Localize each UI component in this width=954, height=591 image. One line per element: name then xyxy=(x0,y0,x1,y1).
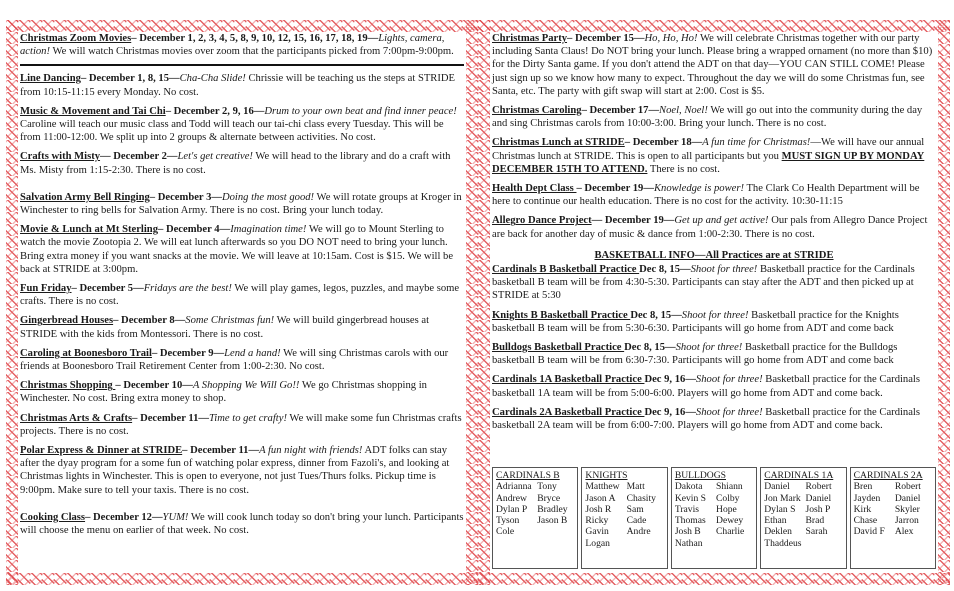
event-title: Crafts with Misty xyxy=(20,151,101,163)
candy-cane-border-right xyxy=(938,20,950,585)
event-title: Christmas Shopping xyxy=(20,380,116,392)
event-item xyxy=(20,223,464,276)
event-tagline: Time to get crafty! xyxy=(209,412,287,424)
roster-player-name: Colby xyxy=(716,492,740,504)
event-date: December 19— xyxy=(604,215,675,227)
event-description: The Clark Co Health Department will be here to continue our health education. There is no cost for the activity. 10:30-11:15 xyxy=(492,183,920,208)
event-item xyxy=(492,309,936,335)
roster-player-name xyxy=(537,526,574,537)
event-date: Dec 9, 16— xyxy=(644,374,696,386)
roster-player-name: Josh B xyxy=(674,526,701,538)
event-tagline: Drum to your own beat and find inner peace! xyxy=(264,105,457,117)
roster-player-name: Travis xyxy=(674,503,699,515)
team-rosters xyxy=(492,467,936,569)
event-date: December 10— xyxy=(123,380,193,392)
roster-box xyxy=(671,467,757,569)
event-signup-notice: MUST SIGN UP BY MONDAY DECEMBER 15TH TO ATTEND. xyxy=(492,150,925,175)
roster-player-name xyxy=(716,538,753,549)
roster-player-name: Shiann xyxy=(716,481,743,493)
event-tagline: Knowledge is power! xyxy=(653,183,744,195)
event-tagline: Shoot for three! xyxy=(690,264,758,276)
roster-player-name: Tyson xyxy=(496,515,520,527)
event-description: Basketball practice for the Knights basketball B team will be from 5:30-6:30. Participants will go home from ADT and come back xyxy=(492,309,899,334)
event-date: December 2— xyxy=(113,151,178,163)
event-title: Allegro Dance Project xyxy=(492,215,592,227)
roster-player-name: Kirk xyxy=(853,503,872,515)
roster-player-name: Adrianna xyxy=(496,481,532,493)
roster-team-name: BULLDOGS xyxy=(674,470,726,481)
event-description: We will go to Mount Sterling to watch the movie Zootopia 2. We will eat lunch afterwards so you DO NOT need to bring your lunch. Bring extra money if you want snacks at the movie. We will leave at 10:15am. Cost is $15. We will be back at STRIDE at 3:00pm. xyxy=(20,224,454,275)
roster-names xyxy=(496,481,574,537)
roster-player-name: Dakota xyxy=(674,481,703,493)
event-item xyxy=(20,511,464,537)
roster-player-name: Hope xyxy=(716,503,737,515)
roster-player-name: Gavin xyxy=(585,526,609,538)
event-date: Dec 8, 15— xyxy=(624,342,676,354)
event-item xyxy=(20,347,464,373)
roster-player-name: Logan xyxy=(585,537,610,549)
event-item xyxy=(20,412,464,438)
event-separator: – xyxy=(132,412,141,424)
event-date: Dec 8, 15— xyxy=(639,264,691,276)
roster-player-name: Andre xyxy=(626,526,651,538)
event-title: Cardinals B Basketball Practice xyxy=(492,264,640,276)
roster-names xyxy=(854,481,932,537)
candy-cane-border-top xyxy=(478,20,950,32)
roster-box xyxy=(850,467,936,569)
event-tagline: Lend a hand! xyxy=(224,347,281,359)
roster-player-name: Daniel xyxy=(894,492,921,504)
basketball-header: BASKETBALL INFO—All Practices are at STRIDE xyxy=(594,249,834,261)
event-description: We will play games, legos, puzzles, and maybe some crafts. There is no cost. xyxy=(20,283,460,308)
event-item xyxy=(492,104,936,130)
roster-player-name: Jarron xyxy=(894,515,919,527)
event-description: Basketball practice for the Bulldogs basketball B team will be from 6:30-7:30. Participants will go home from ADT and come back xyxy=(492,342,898,367)
roster-player-name: Robert xyxy=(894,481,921,493)
event-description: We will cook lunch today so don't bring your lunch. Participants will choose the menu on earlier of that week. No cost. xyxy=(20,511,464,537)
roster-names xyxy=(764,481,842,549)
event-title: Gingerbread Houses xyxy=(20,315,114,327)
roster-player-name: Cole xyxy=(496,526,515,538)
candy-cane-border-bottom xyxy=(6,573,478,585)
event-item xyxy=(492,136,936,176)
event-description: Chrissie will be teaching us the steps at STRIDE from 10:15-11:15 every Monday. No cost. xyxy=(20,73,456,98)
event-description: We will sing Christmas carols with our friends at Boonesboro Trail Retirement Center from 1:00-2:30. No cost. xyxy=(20,347,449,373)
event-separator: – xyxy=(581,105,590,117)
roster-player-name: Jason A xyxy=(585,492,616,504)
event-tagline: Shoot for three! xyxy=(695,406,763,418)
section-divider xyxy=(20,64,464,66)
roster-team-name: CARDINALS 2A xyxy=(853,470,923,481)
roster-player-name: Bradley xyxy=(537,503,568,515)
event-description: We will celebrate Christmas together with our party including Santa Claus! Do NOT bring your lunch. Please bring a wrapped ornament (no more than $10) for the Dirty Santa game. If you don't attend the ADT on that day—YOU CAN STILL COME! Please just sign up so we know how many to expect. Throughout the day we will do some Christmas fun, see Santa, etc. The party with gift swap will start at 2:00. Cost is $5. xyxy=(492,33,933,97)
event-separator: — xyxy=(591,215,605,227)
roster-player-name: Matthew xyxy=(585,481,620,493)
right-page xyxy=(478,20,950,585)
roster-player-name: Jon Mark xyxy=(764,492,801,504)
roster-player-name: Ricky xyxy=(585,515,609,527)
event-description: Caroline will teach our music class and Todd will teach our tai-chi class every Tuesday. This will be from 11:00-12:00. We split up into 2 groups & alternate between activities. No cost. xyxy=(20,119,444,144)
event-description: —We will have our annual Christmas lunch at STRIDE. This is open to all participants but you xyxy=(492,137,925,162)
event-description: ADT folks can stay after the dyay program for a some fun of watching polar express, dinner from Fazoli's, and looking at Christmas lights in Winchester. This is open to everyone, not just Tues/Thurs folks. Pickup time is 9:00pm. Make sure to tell your taxis. There is no cost. xyxy=(20,445,450,496)
roster-player-name: Charlie xyxy=(716,526,745,538)
event-title: Knights B Basketball Practice xyxy=(492,309,631,321)
roster-player-name: Jason B xyxy=(537,515,568,527)
roster-player-name: Robert xyxy=(805,481,832,493)
event-date: December 8— xyxy=(121,315,186,327)
event-date: December 5— xyxy=(79,283,144,295)
event-item xyxy=(20,379,464,405)
roster-box xyxy=(760,467,846,569)
event-tagline: Get up and get active! xyxy=(674,215,769,227)
left-page xyxy=(6,20,478,585)
event-title: Polar Express & Dinner at STRIDE xyxy=(20,445,183,457)
event-description-tail: There is no cost. xyxy=(647,163,720,175)
event-description: We go Christmas shopping in Winchester. No cost. Bring extra money to shop. xyxy=(20,380,427,405)
event-title: Cardinals 1A Basketball Practice xyxy=(492,374,645,386)
event-date: Dec 9, 16— xyxy=(644,406,696,418)
event-date: December 1, 2, 3, 4, 5, 8, 9, 10, 12, 15, 16, 17, 18, 19— xyxy=(139,33,379,44)
event-tagline: Ho, Ho, Ho! xyxy=(644,33,698,44)
event-tagline: YUM! xyxy=(162,511,189,523)
event-date: December 9— xyxy=(159,347,225,359)
roster-box xyxy=(492,467,578,569)
event-tagline: A fun time for Christmas! xyxy=(702,137,811,149)
event-title: Health Dept Class xyxy=(492,183,577,195)
candy-cane-border-bottom xyxy=(478,573,950,585)
roster-player-name: Dylan S xyxy=(764,503,796,515)
roster-player-name: Dylan P xyxy=(496,503,528,515)
event-tagline: Fridays are the best! xyxy=(143,283,232,295)
event-separator: – xyxy=(158,224,166,236)
roster-player-name: Sam xyxy=(626,503,644,515)
event-description: We will build gingerbread houses at STRIDE with the kids from Montessori. There is no cost. xyxy=(20,315,430,340)
roster-player-name: Andrew xyxy=(496,492,527,504)
event-description: Basketball practice for the Cardinals basketball 2A team will be from 6:00-7:00. Players will go home from ADT and come back. xyxy=(492,406,921,432)
event-description: Basketball practice for the Cardinals basketball 1A team will be from 5:00-6:00. Players will go home from ADT and come back. xyxy=(492,374,921,399)
event-tagline: Some Christmas fun! xyxy=(185,315,275,327)
roster-player-name: Josh R xyxy=(585,503,612,515)
event-separator: – xyxy=(71,283,80,295)
roster-team-name: KNIGHTS xyxy=(585,470,628,481)
event-item xyxy=(492,182,936,208)
event-separator: – xyxy=(151,347,160,359)
roster-player-name: Brad xyxy=(805,515,825,527)
roster-player-name: Dewey xyxy=(716,515,744,527)
event-description: We will watch Christmas movies over zoom that the participants picked from 7:00pm-9:00pm. xyxy=(50,46,454,58)
event-description: We will make some fun Christmas crafts projects. There is no cost. xyxy=(20,412,462,437)
event-item xyxy=(492,214,936,240)
event-date: December 11— xyxy=(190,445,260,457)
roster-player-name: Jayden xyxy=(853,492,881,504)
event-title: Movie & Lunch at Mt Sterling xyxy=(20,224,158,236)
roster-player-name: Deklen xyxy=(764,526,792,538)
event-date: Dec 8, 15— xyxy=(630,309,682,321)
event-tagline: Shoot for three! xyxy=(695,374,763,386)
roster-player-name: Cade xyxy=(626,515,647,527)
event-tagline: Cha-Cha Slide! xyxy=(179,73,246,85)
event-tagline: Noel, Noel! xyxy=(659,105,708,117)
event-date: December 15— xyxy=(574,33,645,44)
roster-team-name: CARDINALS 1A xyxy=(764,470,834,481)
candy-cane-border-top xyxy=(6,20,478,32)
event-separator: – xyxy=(165,105,174,117)
event-title: Christmas Zoom Movies xyxy=(20,33,132,44)
roster-player-name: Bryce xyxy=(537,492,561,504)
event-date: December 11— xyxy=(140,412,209,424)
event-date: December 18— xyxy=(632,137,703,149)
roster-player-name xyxy=(806,538,843,549)
event-title: Christmas Arts & Crafts xyxy=(20,412,133,424)
spacer xyxy=(20,503,464,511)
roster-player-name: Chase xyxy=(853,515,878,527)
event-tagline: Shoot for three! xyxy=(681,309,749,321)
event-item xyxy=(20,150,464,176)
event-description: Basketball practice for the Cardinals basketball B team will be from 4:30-5:30. Participants can stay after the ADT and then picked up at STRIDE at 5:30 xyxy=(492,264,915,302)
event-description: Our pals from Allegro Dance Project are back for another day of music & dance from 1:00-2:30. There is no cost. xyxy=(492,215,928,240)
event-item xyxy=(20,72,464,98)
event-item xyxy=(492,406,936,432)
event-item xyxy=(20,282,464,308)
event-separator: — xyxy=(100,151,114,163)
event-separator: – xyxy=(80,73,89,85)
event-item xyxy=(492,263,936,303)
event-title: Line Dancing xyxy=(20,73,81,85)
event-title: Cardinals 2A Basketball Practice xyxy=(492,406,645,418)
roster-player-name: David F xyxy=(853,526,885,538)
event-title: Christmas Lunch at STRIDE xyxy=(492,137,625,149)
event-description: We will go out into the community during the day and sing Christmas carols from 10:00-3:00. Bring your lunch. There is no cost. xyxy=(492,105,923,130)
roster-team-name: CARDINALS B xyxy=(496,470,560,481)
right-events-list xyxy=(492,32,936,573)
event-separator: – xyxy=(115,380,124,392)
event-date: December 1, 8, 15— xyxy=(88,73,180,85)
roster-player-name: Daniel xyxy=(805,492,832,504)
event-description: We will rotate groups at Kroger in Winchester to ring bells for Salvation Army. There is no cost. Bring your lunch today. xyxy=(20,191,462,217)
roster-player-name: Ethan xyxy=(764,515,787,527)
roster-player-name: Sarah xyxy=(805,526,828,538)
roster-player-name: Kevin S xyxy=(674,492,706,504)
event-title: Music & Movement and Tai Chi xyxy=(20,105,166,117)
event-separator: – xyxy=(149,191,158,203)
event-separator: – xyxy=(576,183,585,195)
event-item xyxy=(492,373,936,399)
event-separator: – xyxy=(182,445,191,457)
event-separator: – xyxy=(131,33,140,44)
candy-cane-border-left xyxy=(6,20,18,585)
roster-player-name: Tony xyxy=(537,481,557,493)
roster-player-name: Skyler xyxy=(894,503,920,515)
event-item xyxy=(20,444,464,497)
event-separator: – xyxy=(113,315,122,327)
event-tagline: Shoot for three! xyxy=(675,342,743,354)
roster-names xyxy=(675,481,753,549)
event-tagline: Let's get creative! xyxy=(177,151,253,163)
event-item xyxy=(492,32,936,98)
roster-player-name: Chasity xyxy=(626,492,656,504)
roster-player-name: Thaddeus xyxy=(764,537,802,549)
event-date: December 3— xyxy=(157,191,222,203)
event-item xyxy=(20,32,464,58)
event-title: Cooking Class xyxy=(20,511,86,523)
event-date: December 4— xyxy=(165,224,231,236)
event-tagline: Imagination time! xyxy=(230,224,307,236)
event-title: Bulldogs Basketball Practice xyxy=(492,342,625,354)
roster-player-name: Bren xyxy=(853,481,873,493)
event-title: Christmas Caroling xyxy=(492,105,582,117)
event-separator: – xyxy=(567,33,575,44)
roster-player-name: Thomas xyxy=(674,515,706,527)
event-date: December 2, 9, 16— xyxy=(173,105,265,117)
event-separator: – xyxy=(624,137,633,149)
event-description: We will head to the library and do a craft with Ms. Misty from 1:15-2:30. There is no cost. xyxy=(20,151,451,176)
event-item xyxy=(492,341,936,367)
spacer xyxy=(20,183,464,191)
roster-player-name: Matt xyxy=(626,481,645,493)
event-date: December 12— xyxy=(93,511,163,523)
event-item xyxy=(20,314,464,340)
candy-cane-border-left xyxy=(478,20,490,585)
roster-player-name: Nathan xyxy=(674,537,703,549)
event-tagline: Doing the most good! xyxy=(221,191,315,203)
roster-player-name: Josh P xyxy=(805,503,831,515)
event-title: Christmas Party xyxy=(492,33,568,44)
roster-player-name: Daniel xyxy=(764,481,790,493)
event-separator: – xyxy=(85,511,94,523)
event-tagline: A fun night with friends! xyxy=(259,445,363,457)
event-date: December 19— xyxy=(584,183,654,195)
event-title: Fun Friday xyxy=(20,283,72,295)
roster-player-name: Alex xyxy=(894,526,914,538)
event-title: Caroling at Boonesboro Trail xyxy=(20,347,152,359)
event-date: December 17— xyxy=(589,105,660,117)
roster-player-name xyxy=(627,538,664,549)
roster-names xyxy=(585,481,663,549)
left-events-list xyxy=(20,32,464,573)
candy-cane-border-right xyxy=(466,20,478,585)
event-item xyxy=(20,105,464,145)
event-title: Salvation Army Bell Ringing xyxy=(20,191,150,203)
event-item xyxy=(20,191,464,217)
event-tagline: A Shopping We Will Go!! xyxy=(192,380,300,392)
event-tagline: Lights, camera, action! xyxy=(20,33,445,58)
roster-box xyxy=(581,467,667,569)
